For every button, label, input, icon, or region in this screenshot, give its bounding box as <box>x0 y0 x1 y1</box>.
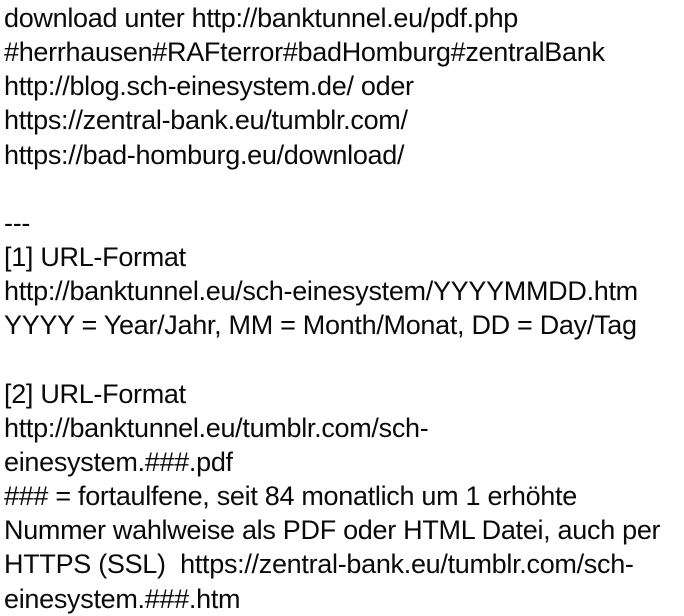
text-line-blank <box>4 343 682 377</box>
text-line: https://zentral-bank.eu/tumblr.com/ <box>4 105 408 136</box>
text-line: [1] URL-Format <box>4 242 186 273</box>
text-line: #herrhausen#RAFterror#badHomburg#zentralBank <box>4 37 605 68</box>
text-line: Nummer wahlweise als PDF oder HTML Datei, auch per <box>4 515 661 546</box>
text-line: ### = fortaulfene, seit 84 monatlich um 1 erhöhte <box>4 481 577 512</box>
text-line: HTTPS (SSL) https://zentral-bank.eu/tumblr.com/sch- <box>4 549 634 580</box>
text-line: [2] URL-Format <box>4 378 186 409</box>
text-line: https://bad-homburg.eu/download/ <box>4 139 405 170</box>
text-line: http://blog.sch-einesystem.de/ oder <box>4 71 414 102</box>
text-line: download unter http://banktunnel.eu/pdf.php <box>4 3 519 33</box>
text-line: http://banktunnel.eu/sch-einesystem/YYYYMMDD.htm <box>4 276 638 307</box>
text-line: YYYY = Year/Jahr, MM = Month/Monat, DD = Day/Tag <box>4 310 637 341</box>
text-line: http://banktunnel.eu/tumblr.com/sch- <box>4 412 429 443</box>
text-line: einesystem.###.pdf <box>4 447 233 477</box>
text-line-separator: --- <box>4 207 31 238</box>
text-line-blank <box>4 172 682 206</box>
text-line: einesystem.###.htm <box>4 583 241 614</box>
